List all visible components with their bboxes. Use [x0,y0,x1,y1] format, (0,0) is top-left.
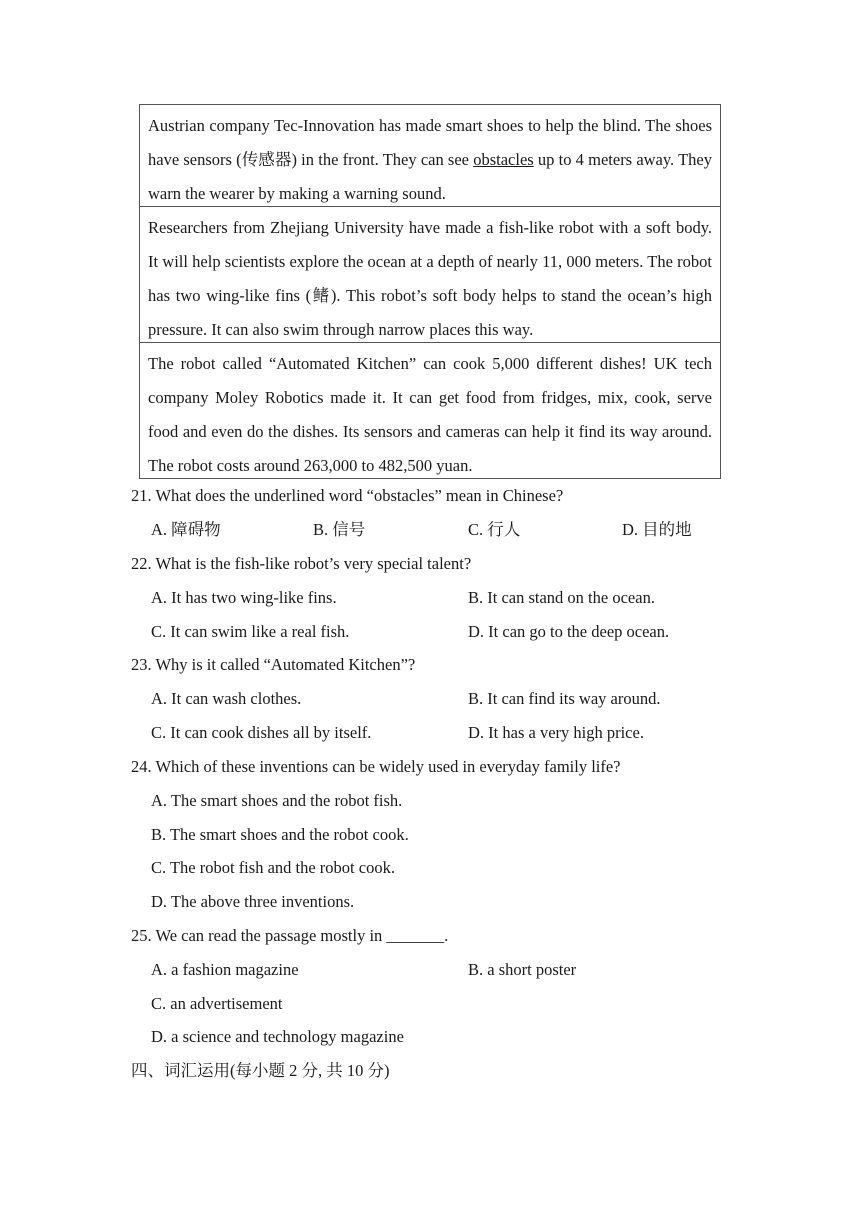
question-22-option-c: C. It can swim like a real fish. [151,622,350,641]
question-23-option-c: C. It can cook dishes all by itself. [151,723,372,742]
question-25-option-b: B. a short poster [468,960,577,979]
question-25-option-c: C. an advertisement [151,994,283,1013]
passage-table [139,104,721,479]
question-22-option-b: B. It can stand on the ocean. [468,588,655,607]
question-21-option-c: C. 行人 [468,520,521,539]
question-25-stem: 25. We can read the passage mostly in _______. [131,926,449,945]
question-24-stem: 24. Which of these inventions can be widely used in everyday family life? [131,757,621,776]
passage-smart-shoes [140,105,720,206]
passage-automated-kitchen: The robot called “Automated Kitchen” can cook 5,000 different dishes! UK tech company Moley Robotics made it. It can get food from fridges, mix, cook, serve food and even do the dishes. Its sensors and cameras can help it find its way around. The robot costs around 263,000 to 482,500 yuan. [140,342,720,478]
question-22-option-d: D. It can go to the deep ocean. [468,622,670,641]
passage-1-text-before: Austrian company Tec-Innovation has made smart shoes to help the blind. The shoes have sensors (传感器) in the front. They can see [148,116,712,169]
question-23-stem: 23. Why is it called “Automated Kitchen”? [131,655,416,674]
question-25-option-d: D. a science and technology magazine [151,1027,404,1046]
passage-1-text-after: up to 4 meters away. They warn the wearer by making a warning sound. [148,150,712,203]
question-22-stem: 22. What is the fish-like robot’s very special talent? [131,554,472,573]
underlined-word: obstacles [473,150,534,169]
question-21-option-b: B. 信号 [313,520,366,539]
question-21-option-a: A. 障碍物 [151,520,221,539]
question-21-option-d: D. 目的地 [622,520,692,539]
question-23-option-b: B. It can find its way around. [468,689,661,708]
question-25-option-a: A. a fashion magazine [151,960,299,979]
question-24-option-b: B. The smart shoes and the robot cook. [151,825,409,844]
section-heading: 四、词汇运用(每小题 2 分, 共 10 分) [131,1061,390,1080]
question-24-option-d: D. The above three inventions. [151,892,355,911]
question-24-option-a: A. The smart shoes and the robot fish. [151,791,403,810]
question-23-option-a: A. It can wash clothes. [151,689,302,708]
passage-fish-robot: Researchers from Zhejiang University have made a fish-like robot with a soft body. It will help scientists explore the ocean at a depth of nearly 11, 000 meters. The robot has two wing-like fins (鳍). This robot’s soft body helps to stand the ocean’s high pressure. It can also swim through narrow places this way. [140,206,720,342]
question-21-stem: 21. What does the underlined word “obstacles” mean in Chinese? [131,486,564,505]
question-24-option-c: C. The robot fish and the robot cook. [151,858,395,877]
question-22-option-a: A. It has two wing-like fins. [151,588,337,607]
question-23-option-d: D. It has a very high price. [468,723,644,742]
